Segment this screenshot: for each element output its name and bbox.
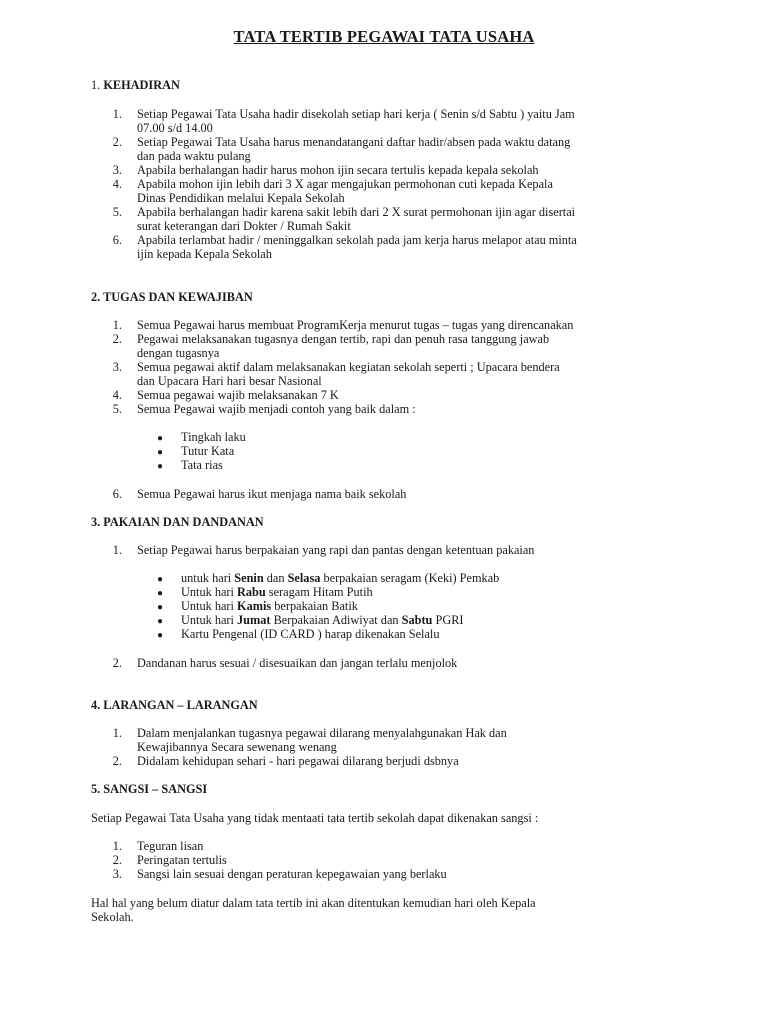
list-number: 2.: [112, 135, 122, 149]
list-item-text: Semua Pegawai harus ikut menjaga nama baik sekolah: [137, 487, 407, 501]
list-number: 1.: [112, 543, 122, 557]
list-number: 3.: [112, 867, 122, 881]
list-item-text: dengan tugasnya: [137, 346, 220, 360]
list-number: 4.: [112, 177, 122, 191]
list-item-text: Apabila mohon ijin lebih dari 3 X agar mengajukan permohonan cuti kepada Kepala: [137, 177, 553, 191]
section-1-title: KEHADIRAN: [103, 78, 180, 92]
list-item-text: Dandanan harus sesuai / disesuaikan dan jangan terlalu menjolok: [137, 656, 458, 670]
bullet-dot: ●: [157, 588, 164, 599]
list-item-text: 07.00 s/d 14.00: [137, 121, 213, 135]
section-5-heading: 5. SANGSI – SANGSI: [91, 782, 208, 796]
bullet-dot: ●: [157, 447, 164, 458]
list-number: 2.: [112, 754, 122, 768]
closing-text-line-1: Hal hal yang belum diatur dalam tata tertib ini akan ditentukan kemudian hari oleh Kepala: [91, 896, 536, 910]
list-item-text: Sangsi lain sesuai dengan peraturan kepegawaian yang berlaku: [137, 867, 447, 881]
list-item-text: Apabila berhalangan hadir harus mohon ijin secara tertulis kepada kepala sekolah: [137, 163, 539, 177]
section-1-number: 1.: [91, 78, 101, 92]
bullet-dot: ●: [157, 630, 164, 641]
section-2-heading: 2. TUGAS DAN KEWAJIBAN: [91, 290, 253, 304]
section-1-heading: [91, 78, 180, 92]
section-3-heading: 3. PAKAIAN DAN DANDANAN: [91, 515, 264, 529]
section-5-intro: Setiap Pegawai Tata Usaha yang tidak mentaati tata tertib sekolah dapat dikenakan sangsi :: [91, 811, 539, 825]
list-item-text: Apabila terlambat hadir / meninggalkan sekolah pada jam kerja harus melapor atau minta: [137, 233, 577, 247]
list-number: 2.: [112, 656, 122, 670]
bullet-item-text: untuk hari Senin dan Selasa berpakaian seragam (Keki) Pemkab: [181, 571, 500, 585]
list-item-text: Kewajibannya Secara sewenang wenang: [137, 740, 337, 754]
list-number: 2.: [112, 853, 122, 867]
section-4-heading: 4. LARANGAN – LARANGAN: [91, 698, 258, 712]
bullet-item-text: Tata rias: [181, 458, 223, 472]
bullet-item-text: Untuk hari Kamis berpakaian Batik: [181, 599, 358, 613]
bullet-item-text: Untuk hari Jumat Berpakaian Adiwiyat dan Sabtu PGRI: [181, 613, 464, 627]
bullet-dot: ●: [157, 433, 164, 444]
list-item-text: dan pada waktu pulang: [137, 149, 251, 163]
bullet-item-text: Kartu Pengenal (ID CARD ) harap dikenakan Selalu: [181, 627, 440, 641]
list-number: 5.: [112, 402, 122, 416]
closing-text-line-2: Sekolah.: [91, 910, 134, 924]
list-item-text: surat keterangan dari Dokter / Rumah Sakit: [137, 219, 351, 233]
list-number: 6.: [112, 487, 122, 501]
bullet-dot: ●: [157, 461, 164, 472]
list-item-text: Didalam kehidupan sehari - hari pegawai dilarang berjudi dsbnya: [137, 754, 459, 768]
list-item-text: Dinas Pendidikan melalui Kepala Sekolah: [137, 191, 345, 205]
list-number: 2.: [112, 332, 122, 346]
bullet-item-text: Tutur Kata: [181, 444, 235, 458]
list-item-text: Semua Pegawai harus membuat ProgramKerja menurut tugas – tugas yang direncanakan: [137, 318, 574, 332]
list-item-text: Apabila berhalangan hadir karena sakit lebih dari 2 X surat permohonan ijin agar disertai: [137, 205, 576, 219]
list-item-text: dan Upacara Hari hari besar Nasional: [137, 374, 322, 388]
bullet-dot: ●: [157, 574, 164, 585]
document-title: TATA TERTIB PEGAWAI TATA USAHA: [233, 27, 535, 46]
list-number: 1.: [112, 839, 122, 853]
list-number: 3.: [112, 163, 122, 177]
list-item-text: Dalam menjalankan tugasnya pegawai dilarang menyalahgunakan Hak dan: [137, 726, 507, 740]
bullet-item-text: Tingkah laku: [181, 430, 246, 444]
list-item-text: Setiap Pegawai harus berpakaian yang rapi dan pantas dengan ketentuan pakaian: [137, 543, 535, 557]
list-item-text: ijin kepada Kepala Sekolah: [137, 247, 272, 261]
list-item-text: Peringatan tertulis: [137, 853, 227, 867]
list-item-text: Semua Pegawai wajib menjadi contoh yang baik dalam :: [137, 402, 416, 416]
list-item-text: Pegawai melaksanakan tugasnya dengan tertib, rapi dan penuh rasa tanggung jawab: [137, 332, 550, 346]
list-item-text: Semua pegawai aktif dalam melaksanakan kegiatan sekolah seperti ; Upacara bendera: [137, 360, 560, 374]
bullet-dot: ●: [157, 602, 164, 613]
bullet-item-text: Untuk hari Rabu seragam Hitam Putih: [181, 585, 373, 599]
list-number: 5.: [112, 205, 122, 219]
list-item-text: Teguran lisan: [137, 839, 204, 853]
list-number: 1.: [112, 726, 122, 740]
list-number: 4.: [112, 388, 122, 402]
bullet-dot: ●: [157, 616, 164, 627]
list-item-text: Setiap Pegawai Tata Usaha harus menandatangani daftar hadir/absen pada waktu datang: [137, 135, 571, 149]
list-number: 3.: [112, 360, 122, 374]
list-number: 1.: [112, 107, 122, 121]
list-number: 6.: [112, 233, 122, 247]
list-item-text: Setiap Pegawai Tata Usaha hadir disekolah setiap hari kerja ( Senin s/d Sabtu ) yaitu Jam: [137, 107, 575, 121]
list-item-text: Semua pegawai wajib melaksanakan 7 K: [137, 388, 339, 402]
list-number: 1.: [112, 318, 122, 332]
